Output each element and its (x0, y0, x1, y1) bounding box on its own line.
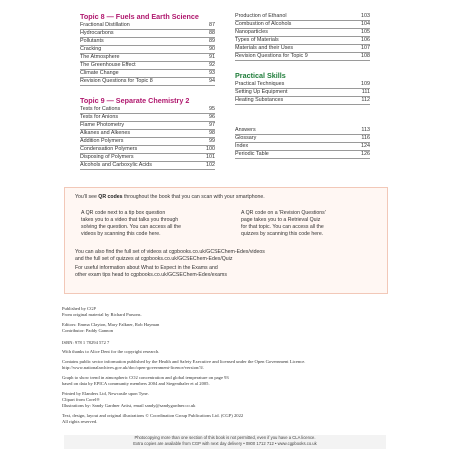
credit-licence-2: http://www.nationalarchives.gov.uk/doc/open-government-licence/version/3/. (62, 365, 205, 370)
toc-entry-title: Condensation Polymers (80, 146, 138, 152)
toc-entry-page: 95 (209, 106, 215, 112)
qr-quiz-line: page takes you to a Retrieval Quiz (241, 217, 321, 223)
toc-entry-title: Hydrocarbons (80, 30, 114, 36)
credit-graph-1: Graph to show trend in atmospheric CO2 concentration and global temperature on page 93 (62, 375, 229, 380)
toc-list-practical (235, 81, 370, 105)
toc-entry-title: Periodic Table (235, 151, 269, 157)
qr-quiz-line: A QR code on a 'Revision Questions' (241, 210, 326, 216)
credit-thanks: With thanks to Alice Dent for the copyright research. (62, 349, 160, 354)
credit-editors: Editors: Emma Clayton, Mary Falkner, Rob Hayman (62, 322, 160, 327)
qr-quiz-line: for that topic. You can access all the (241, 224, 324, 230)
toc-entry-page: 116 (361, 135, 370, 141)
credit-printed-3: Illustrations by: Sandy Gardner Artist, email sandy@sandygardner.co.uk (62, 403, 196, 408)
toc-entry[interactable] (235, 89, 370, 97)
toc-entry-title: The Atmosphere (80, 54, 120, 60)
toc-entry-title: Revision Questions for Topic 8 (80, 78, 153, 84)
footer-line-2: Extra copies are available from CGP with next day delivery • 0800 1712 712 • www.cgpbooks.co.uk (133, 441, 317, 446)
toc-entry[interactable] (80, 146, 215, 154)
footer-line-1: Photocopying more than one section of this book is not permitted, even if you have a CLA licence. (134, 435, 316, 440)
toc-entry-title: Pollutants (80, 38, 104, 44)
qr-links (75, 249, 380, 279)
toc-entry-page: 87 (209, 22, 215, 28)
toc-entry-title: Disposing of Polymers (80, 154, 134, 160)
toc-entry-page: 98 (209, 130, 215, 136)
qr-intro-c: throughout the book that you can scan with your smartphone. (122, 194, 265, 200)
toc-entry[interactable] (80, 154, 215, 162)
credit-isbn: ISBN: 978 1 78294 572 7 (62, 340, 110, 345)
toc-entry-page: 102 (206, 162, 215, 168)
toc-entry-title: Flame Photometry (80, 122, 125, 128)
toc-entry-page: 124 (361, 143, 370, 149)
toc-entry-page: 107 (361, 45, 370, 51)
toc-entry-page: 111 (361, 89, 370, 95)
toc-entry-page: 112 (361, 97, 370, 103)
toc-entry-title: Tests for Anions (80, 114, 119, 120)
toc-entry-title: The Greenhouse Effect (80, 62, 136, 68)
toc-entry-title: Glossary (235, 135, 257, 141)
qr-video-line: A QR code next to a tip box question (81, 210, 166, 216)
toc-entry[interactable] (235, 13, 370, 21)
toc-heading-practical-skills: Practical Skills (235, 71, 286, 80)
credit-printed-1: Printed by Elanders Ltd, Newcastle upon Tyne. (62, 391, 149, 396)
qr-video-line: solving the question. You can access all the (81, 224, 182, 230)
toc-entry[interactable] (235, 97, 370, 105)
toc-entry-page: 97 (209, 122, 215, 128)
toc-heading-topic-9: Topic 9 — Separate Chemistry 2 (80, 96, 190, 105)
qr-video-line: takes you to a video that talks you through (81, 217, 179, 223)
toc-entry[interactable] (235, 135, 370, 143)
toc-entry[interactable] (235, 21, 370, 29)
toc-entry-page: 91 (209, 54, 215, 60)
qr-intro-a: You'll see (75, 194, 99, 200)
qr-video-line: videos by scanning this code here. (81, 231, 161, 237)
exams-link[interactable]: other exam tips head to cgpbooks.co.uk/GCSEChem-Edex/exams (75, 272, 227, 278)
credit-printed-2: Clipart from Corel® (62, 397, 100, 402)
credit-original: From original material by Richard Parsons. (62, 312, 142, 317)
toc-entry-title: Heating Substances (235, 97, 284, 103)
toc-entry-page: 90 (209, 46, 215, 52)
toc-entry-page: 96 (209, 114, 215, 120)
toc-entry-title: Production of Ethanol (235, 13, 287, 19)
toc-entry-page: 108 (361, 53, 370, 59)
exams-info-line: For useful information about What to Expect in the Exams and (75, 265, 218, 271)
toc-entry[interactable] (80, 162, 215, 170)
toc-entry[interactable] (235, 127, 370, 135)
toc-entry-title: Answers (235, 127, 256, 133)
toc-entry-page: 101 (206, 154, 215, 160)
qr-video-description (81, 210, 216, 238)
quizzes-link[interactable]: and the full set of quizzes at cgpbooks.co.uk/GCSEChem-Edex/Quiz (75, 256, 233, 262)
toc-heading-topic-8: Topic 8 — Fuels and Earth Science (80, 12, 199, 21)
toc-entry-title: Tests for Cations (80, 106, 121, 112)
toc-entry-page: 106 (361, 37, 370, 43)
toc-entry[interactable] (235, 81, 370, 89)
credit-published: Published by CGP (62, 306, 96, 311)
credit-graph-2: based on data by EPICA community members 2004 and Siegenthaler et al 2005. (62, 381, 210, 386)
toc-entry[interactable] (80, 38, 215, 46)
toc-entry-page: 88 (209, 30, 215, 36)
toc-list-topic-8 (80, 22, 215, 86)
toc-entry[interactable] (235, 45, 370, 53)
toc-entry[interactable] (80, 54, 215, 62)
toc-entry-page: 92 (209, 62, 215, 68)
toc-entry[interactable] (235, 151, 370, 159)
qr-code-info-box (64, 187, 388, 294)
toc-entry-title: Addition Polymers (80, 138, 124, 144)
toc-entry[interactable] (80, 62, 215, 70)
toc-entry-title: Materials and their Uses (235, 45, 294, 51)
toc-entry-page: 126 (361, 151, 370, 157)
toc-entry-title: Climate Change (80, 70, 119, 76)
qr-quiz-line: quizzes by scanning this code here. (241, 231, 324, 237)
credit-copyright: Text, design, layout and original illustrations © Coordination Group Publications Ltd. (CGP) 2022 (62, 413, 244, 418)
toc-entry-page: 103 (361, 13, 370, 19)
toc-entry[interactable] (80, 122, 215, 130)
toc-entry[interactable] (80, 114, 215, 122)
toc-entry-page: 99 (209, 138, 215, 144)
toc-entry-page: 93 (209, 70, 215, 76)
toc-entry[interactable] (80, 78, 215, 86)
footer-notice (64, 435, 386, 449)
toc-entry[interactable] (235, 53, 370, 61)
toc-entry[interactable] (80, 22, 215, 30)
toc-entry-page: 94 (209, 78, 215, 84)
toc-entry[interactable] (80, 30, 215, 38)
toc-entry[interactable] (80, 106, 215, 114)
qr-intro (75, 194, 265, 201)
toc-list-topic-9-continued (235, 13, 370, 61)
toc-entry-title: Setting Up Equipment (235, 89, 288, 95)
toc-entry[interactable] (80, 130, 215, 138)
toc-entry-title: Combustion of Alcohols (235, 21, 292, 27)
toc-entry-title: Types of Materials (235, 37, 279, 43)
qr-intro-b: QR codes (98, 194, 123, 200)
toc-entry-title: Alkanes and Alkenes (80, 130, 131, 136)
toc-entry-title: Cracking (80, 46, 102, 52)
credit-rights: All rights reserved. (62, 419, 98, 424)
toc-entry-title: Revision Questions for Topic 9 (235, 53, 308, 59)
toc-entry-page: 105 (361, 29, 370, 35)
toc-entry[interactable] (235, 143, 370, 151)
qr-quiz-description (241, 210, 376, 238)
toc-entry[interactable] (235, 37, 370, 45)
toc-entry-page: 104 (361, 21, 370, 27)
toc-entry-page: 109 (361, 81, 370, 87)
toc-left-column (80, 12, 215, 170)
toc-entry[interactable] (235, 29, 370, 37)
toc-entry-page: 113 (361, 127, 370, 133)
toc-list-topic-9 (80, 106, 215, 170)
credit-contributor: Contributor: Paddy Gannon (62, 328, 114, 333)
toc-entry-title: Index (235, 143, 249, 149)
toc-entry[interactable] (80, 138, 215, 146)
toc-entry-page: 100 (206, 146, 215, 152)
toc-entry-title: Fractional Distillation (80, 22, 130, 28)
toc-entry-page: 89 (209, 38, 215, 44)
toc-entry-title: Alcohols and Carboxylic Acids (80, 162, 152, 168)
toc-entry-title: Practical Techniques (235, 81, 285, 87)
videos-link[interactable]: You can also find the full set of videos at cgpbooks.co.uk/GCSEChem-Edex/videos (75, 249, 265, 255)
toc-entry-title: Nanoparticles (235, 29, 268, 35)
toc-entry[interactable] (80, 46, 215, 54)
toc-list-end-matter (235, 127, 370, 159)
credit-licence-1: Contains public sector information published by the Health and Safety Executive and licensed under the Open Government Licence. (62, 359, 306, 364)
toc-entry[interactable] (80, 70, 215, 78)
toc-right-column (235, 13, 370, 159)
